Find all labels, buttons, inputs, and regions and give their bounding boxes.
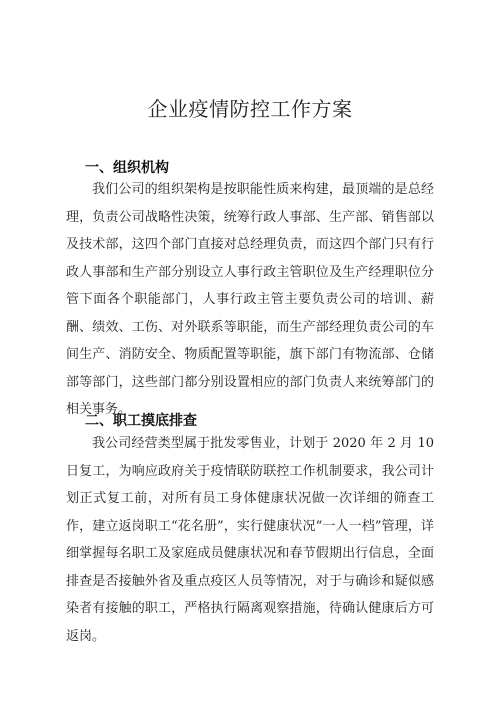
section-body-organization: 我们公司的组织架构是按职能性质来构建，最顶端的是总经理，负责公司战略性决策，统筹行政人事部、生产部、销售部以及技术部，这四个部门直接对总经理负责，而这四个部门只有行政人事部和生产部分别设立人事行政主管职位及生产经理职位分管下面各个职能部门，人事行政主管主要负责公司的培训、薪酬、绩效、工伤、对外联系等职能，而生产部经理负责公司的车间生产、消防安全、物质配置等职能，旗下部门有物流部、仓储部等部门，这些部门都分别设置相应的部门负责人来统筹部门的相关事务。 [66,182,434,417]
document-title: 企业疫情防控工作方案 [147,97,353,121]
section-heading-staff-screening: 二、职工摸底排查 [85,413,197,429]
section-body-staff-screening: 我公司经营类型属于批发零售业，计划于 2020 年 2 月 10 日复工，为响应政府关于疫情联防联控工作机制要求，我公司计划正式复工前，对所有员工身体健康状况做一次详细的筛查工作，建立返岗职工“花名册”，实行健康状况“一人一档”管理，详细掌握每名职工及家庭成员健康状况和春节假期出行信息，全面排查是否接触外省及重点疫区人员等情况，对于与确诊和疑似感染者有接触的职工，严格执行隔离观察措施，待确认健康后方可返岗。 [66,436,434,644]
section-heading-organization: 一、组织机构 [85,160,169,176]
